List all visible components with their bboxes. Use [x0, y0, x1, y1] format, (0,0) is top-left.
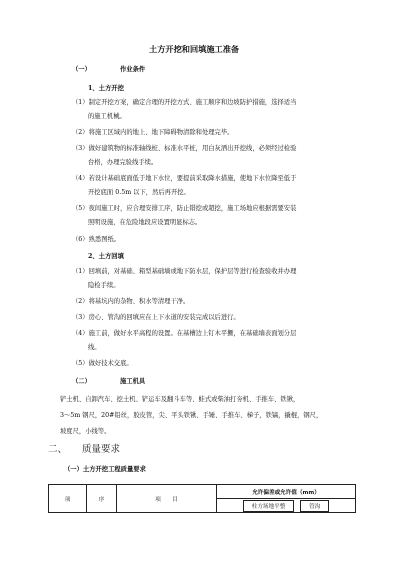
col-order-header: 序 [87, 485, 117, 513]
paragraph-line: 开挖底面 0.5m 以下，然后再开挖。 [88, 189, 190, 196]
chapter-number: 二、 [48, 444, 68, 455]
col-project-header: 项 目 [117, 485, 217, 513]
paragraph-line: （2）将基坑内的杂物、积水等清理干净。 [72, 298, 190, 305]
document-title: 土方开挖和回填施工准备 [149, 44, 240, 54]
paragraph-line: 台格，办理完验线手续。 [88, 159, 158, 166]
paragraph-line: （6）熟悉图纸。 [72, 236, 121, 243]
chapter-heading: 质量要求 [82, 444, 121, 455]
paragraph-line: （3）做好建筑物的标准轴线桩、标准水平桩，用白灰洒出开挖线，必须经过检验 [72, 145, 297, 152]
section-number: （一） [72, 66, 91, 73]
section-heading: 作业条件 [120, 66, 146, 73]
tolerance-header: 允许偏差或允许值（mm） [217, 485, 356, 499]
subheader-trench: 管沟 [300, 500, 329, 512]
subheader-site-leveling: 柱方场地平整 [243, 500, 295, 512]
paragraph-line: （5）夜间施工时，应合理安排工序，防止错挖或超挖，施工场地应根据需要安装 [72, 205, 297, 212]
col-item-header: 项 [49, 485, 87, 513]
table-header-row [49, 485, 356, 499]
paragraph-line: （3）房心、管沟的回填应在上下水道的安装完成以后进行。 [72, 314, 240, 321]
tools-line: 3～5m 钢尺，20#铅丝，胶皮管，尖、平头铁锹、手锤、手推车、梯子，铁镐，撬棍，钢尺， [60, 412, 323, 419]
subsection-heading: （一）土方开挖工程质量要求 [64, 466, 146, 473]
section-heading: 施工机具 [120, 378, 146, 385]
paragraph-line: （4）若设计基础底面低于地下水位，要提前采取降水措施，使地下水位降至低于 [72, 175, 297, 182]
paragraph-line: 隐检手续。 [88, 282, 120, 289]
tolerance-subheaders [217, 499, 356, 513]
tools-line: 坡度尺，小线等。 [60, 428, 111, 435]
tools-line: 铲土机、自卸汽车、挖土机、铲运车及翻斗车等、蛙式或柴油打夯机、手推车、铁锹， [60, 396, 300, 403]
paragraph-line: （4）施工前，做好水平高程的设置。在基槽边上钉木平撅，在基础墙表面划分层 [72, 330, 297, 337]
paragraph-line: （1）回填前，对基础、箱型基础墙或地下防水层，保护层等进行检查验收并办理 [72, 268, 297, 275]
paragraph-line: （5）做好技术交底。 [72, 360, 133, 367]
quality-table [48, 484, 356, 513]
paragraph-line: 照明设施，在危险地段应设置明显标志。 [88, 219, 202, 226]
paragraph-line: （2）将施工区域内的地上、地下障碍物清除和处理完毕。 [72, 129, 234, 136]
section-number: （二） [72, 378, 91, 385]
paragraph-line: 线。 [88, 344, 101, 351]
paragraph-line: （1）制定开挖方案，确定合理的开挖方式、施工顺序和边坡防护措施，选择适当 [72, 99, 297, 106]
subsection-heading: 1、土方开挖 [88, 85, 124, 92]
paragraph-line: 的施工机械。 [88, 113, 126, 120]
subsection-heading: 2、土方回填 [88, 253, 124, 260]
